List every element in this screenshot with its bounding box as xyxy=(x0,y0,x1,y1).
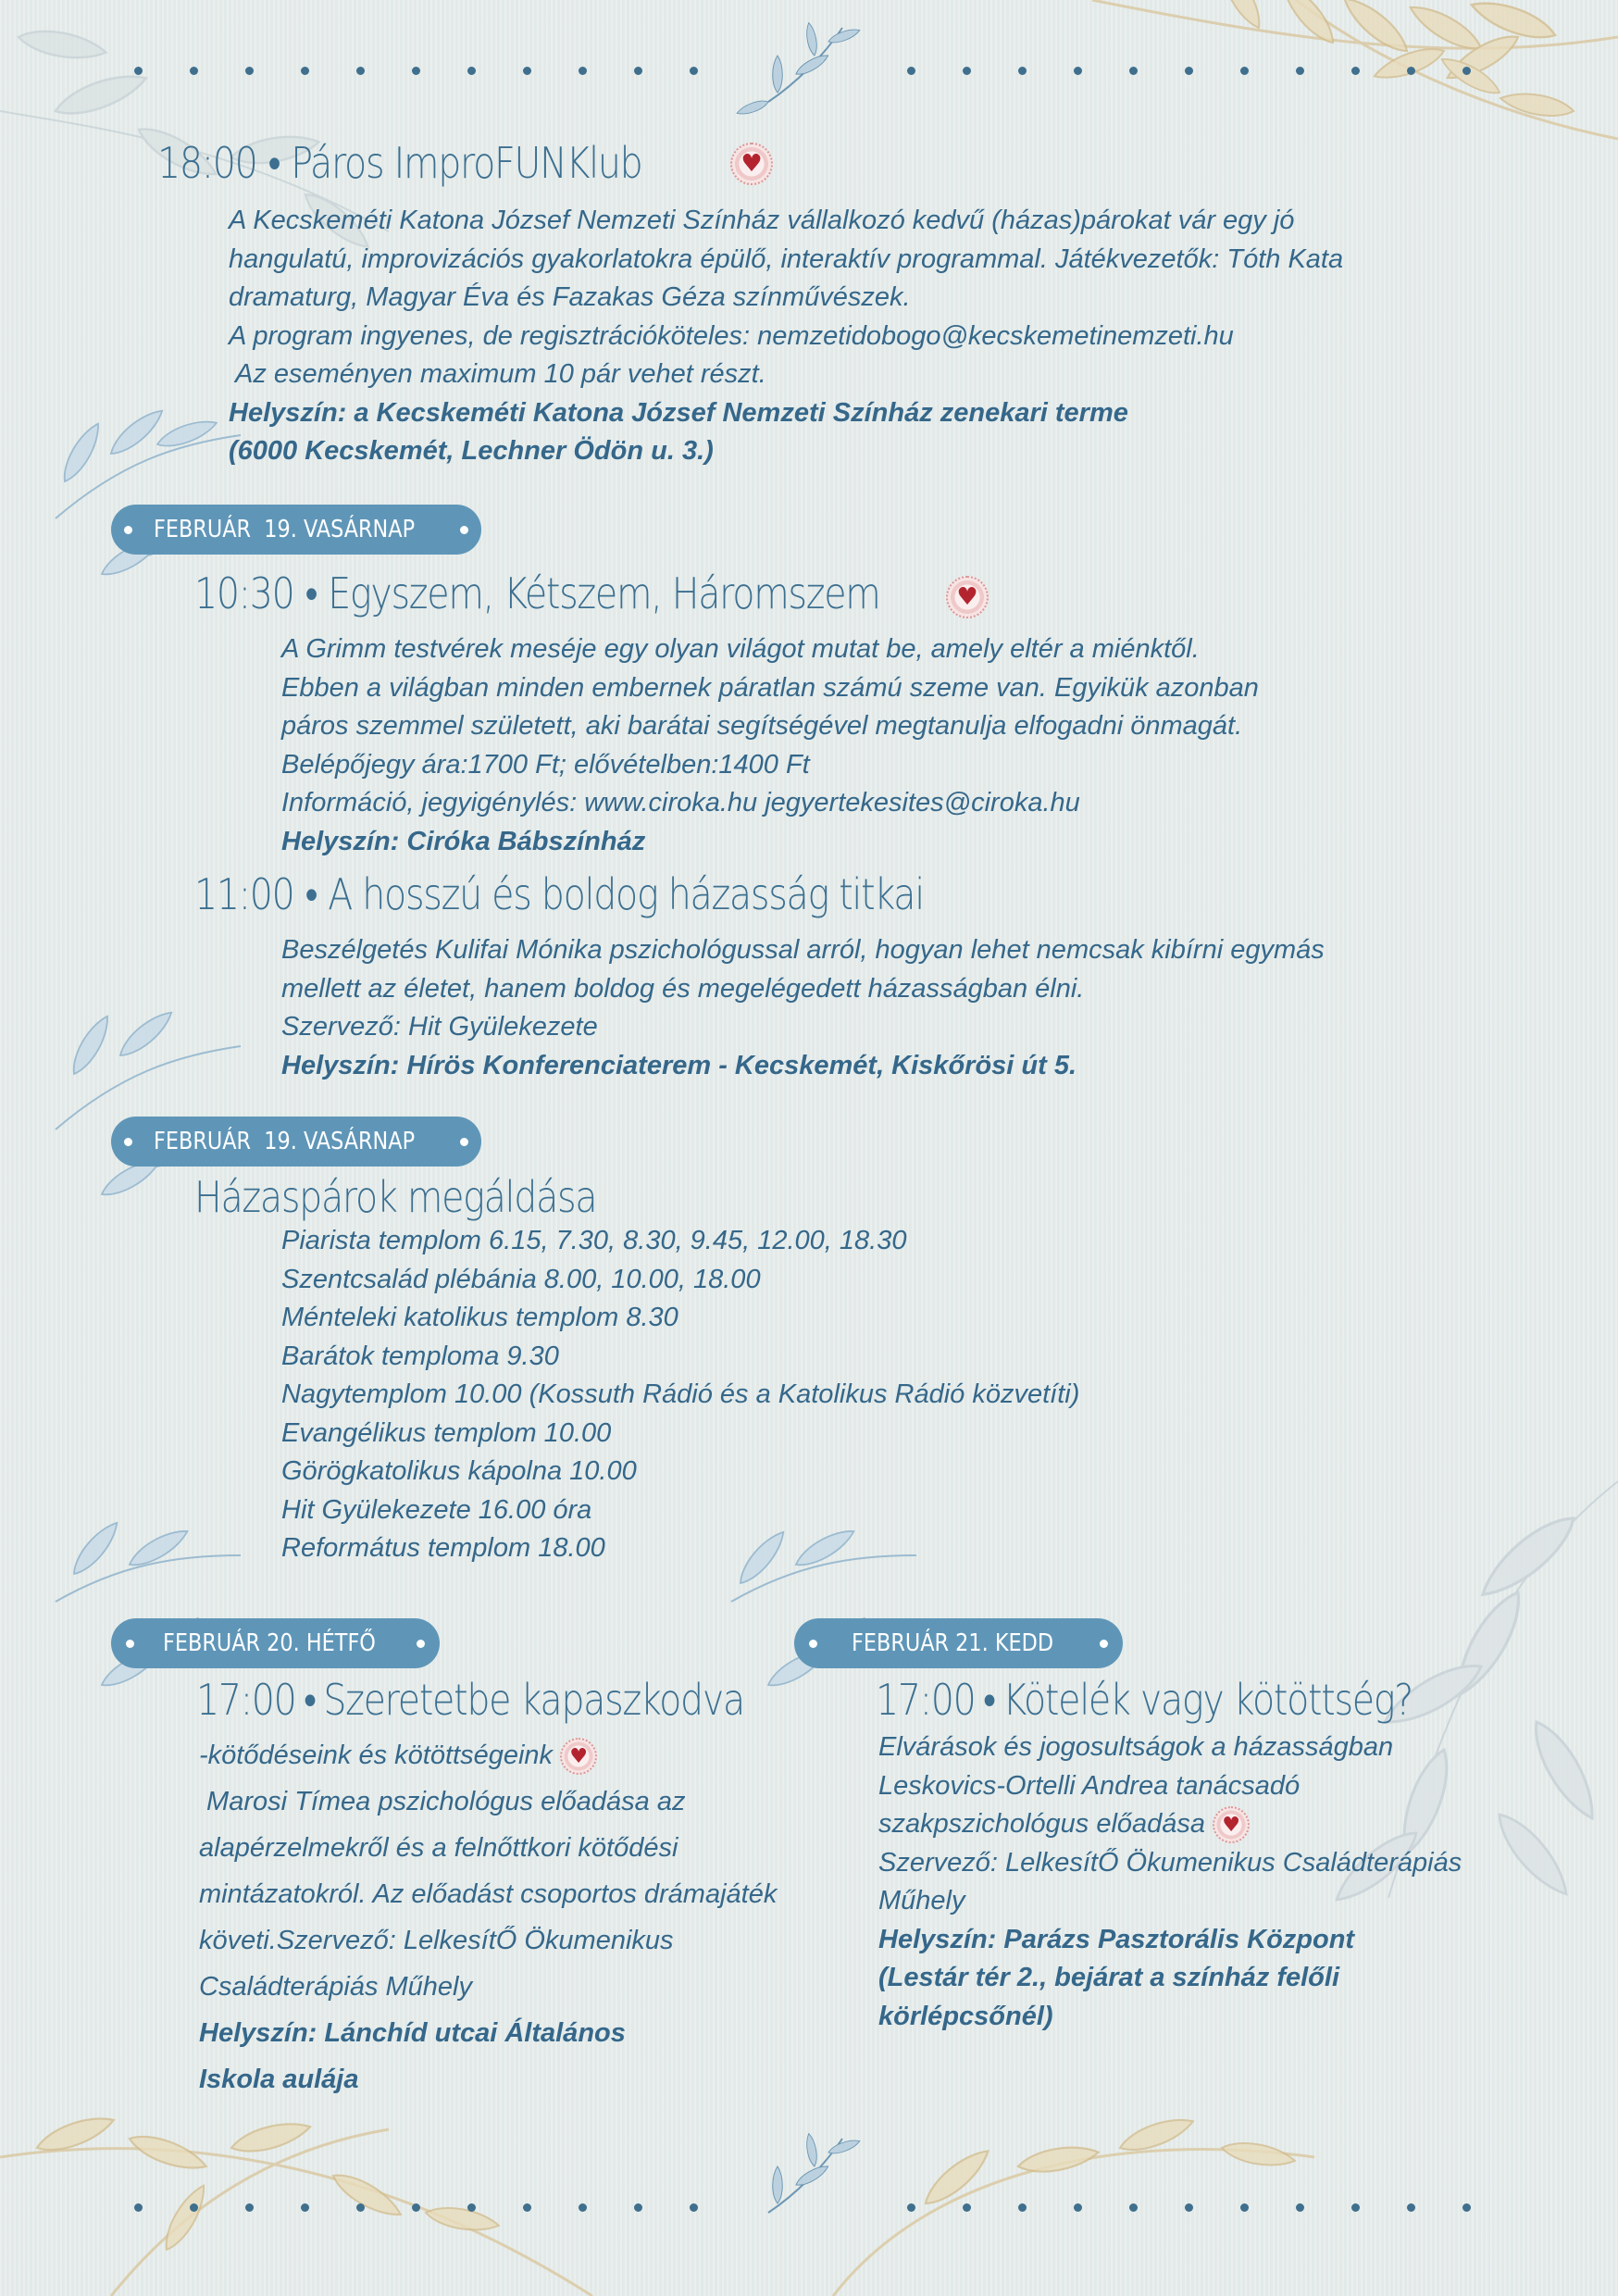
date-pill xyxy=(111,1618,440,1668)
description-line: Családterápiás Műhely xyxy=(199,1972,472,2002)
section-title: Házaspárok megáldása xyxy=(194,1172,597,1222)
list-item: Nagytemplom 10.00 (Kossuth Rádió és a Katolikus Rádió közvetíti) xyxy=(281,1379,1080,1409)
section-heading xyxy=(194,1171,596,1223)
list-item: Ménteleki katolikus templom 8.30 xyxy=(281,1303,678,1332)
subtitle-line: -kötődéseink és kötöttségeink ♥ xyxy=(199,1732,777,1778)
heart-icon: ♥ xyxy=(560,1738,597,1775)
description-line: Az eseményen maximum 10 pár vehet részt. xyxy=(229,359,766,389)
location-line: Helyszín: a Kecskeméti Katona József Nemzeti Színház zenekari terme xyxy=(229,397,1128,428)
list-item: Hit Gyülekezete 16.00 óra xyxy=(281,1494,592,1525)
event-description xyxy=(281,931,1325,1085)
event-heading xyxy=(194,568,880,619)
event-heading xyxy=(196,1674,744,1726)
event-heading xyxy=(194,868,924,920)
description-line: Leskovics-Ortelli Andrea tanácsadó xyxy=(878,1770,1301,1801)
description-line: páros szemmel született, aki barátai segítségével megtanulja elfogadni önmagát. xyxy=(281,711,1243,741)
description-line: Elvárások és jogosultságok a házasságban xyxy=(878,1732,1394,1762)
event-title: Páros ImproFUNKlub xyxy=(291,138,642,188)
description-line: hangulatú, improvizációs gyakorlatokra épülő, interaktív programmal. Játékvezetők: Tóth Kata xyxy=(229,243,1344,274)
bullet-separator: • xyxy=(268,138,280,188)
description-line: Marosi Tímea pszichológus előadása az xyxy=(199,1787,686,1816)
event-heading xyxy=(157,137,641,189)
event-title: Egyszem, Kétszem, Háromszem xyxy=(328,568,880,618)
date-label: FEBRUÁR 19. VASÁRNAP xyxy=(154,1128,416,1155)
event-time: 18:00 xyxy=(157,138,257,188)
list-item: Piarista templom 6.15, 7.30, 8.30, 9.45, 12.00, 18.30 xyxy=(281,1226,907,1255)
list-item: Görögkatolikus kápolna 10.00 xyxy=(281,1456,637,1486)
description-line: Ebben a világban minden embernek páratlan számú szeme van. Egyikük azonban xyxy=(281,672,1259,703)
bullet-separator: • xyxy=(983,1675,995,1725)
heart-icon: ♥ xyxy=(730,143,773,185)
event-description xyxy=(281,630,1259,861)
event-title: Szeretetbe kapaszkodva xyxy=(323,1675,744,1725)
description-line: alapérzelmekről és a felnőttkori kötődési xyxy=(199,1833,678,1863)
location-line: (6000 Kecskemét, Lechner Ödön u. 3.) xyxy=(229,436,714,466)
date-label: FEBRUÁR 21. KEDD xyxy=(852,1629,1054,1657)
description-line: Belépőjegy ára:1700 Ft; elővételben:1400 Ft xyxy=(281,749,810,780)
event-time: 17:00 xyxy=(876,1675,976,1725)
description-line: Beszélgetés Kulifai Mónika pszichológussal arról, hogyan lehet nemcsak kibírni egymás xyxy=(281,935,1325,965)
location-line: (Lestár tér 2., bejárat a színház felőli xyxy=(878,1963,1339,1992)
event-time: 17:00 xyxy=(196,1675,296,1725)
location-line: körlépcsőnél) xyxy=(878,2001,1053,2031)
description-line: követi.Szervező: LelkesítŐ Ökumenikus xyxy=(199,1926,674,1955)
event-description xyxy=(229,202,1343,471)
church-list xyxy=(281,1222,1079,1568)
bullet-separator: • xyxy=(304,1675,316,1725)
top-dot-border xyxy=(0,67,1618,78)
event-title: A hosszú és boldog házasság titkai xyxy=(328,869,924,919)
bottom-dot-border xyxy=(0,2203,1618,2215)
event-time: 11:00 xyxy=(194,869,294,919)
location-line: Helyszín: Lánchíd utcai Általános xyxy=(199,2018,626,2048)
description-line: Információ, jegyigénylés: www.ciroka.hu jegyertekesites@ciroka.hu xyxy=(281,788,1080,817)
date-label: FEBRUÁR 20. HÉTFŐ xyxy=(163,1629,376,1657)
bullet-separator: • xyxy=(305,568,317,618)
event-description xyxy=(199,1732,777,2103)
description-line: Szervező: LelkesítŐ Ökumenikus Családterápiás xyxy=(878,1847,1462,1878)
description-line: mintázatokról. Az előadást csoportos drámajáték xyxy=(199,1879,778,1909)
heart-icon: ♥ xyxy=(1213,1806,1250,1843)
location-line: Helyszín: Parázs Pasztorális Központ xyxy=(878,1924,1355,1954)
description-line: A program ingyenes, de regisztrációköteles: nemzetidobogo@kecskemetinemzeti.hu xyxy=(229,320,1234,351)
description-line: A Kecskeméti Katona József Nemzeti Színház vállalkozó kedvű (házas)párokat vár egy jó xyxy=(229,206,1295,235)
list-item: Barátok temploma 9.30 xyxy=(281,1341,559,1371)
location-line: Iskola aulája xyxy=(199,2065,359,2094)
description-line: dramaturg, Magyar Éva és Fazakas Géza színművészek. xyxy=(229,282,911,312)
event-title: Kötelék vagy kötöttség? xyxy=(1002,1675,1413,1725)
location-line: Helyszín: Hírös Konferenciaterem - Kecskemét, Kiskőrösi út 5. xyxy=(281,1050,1077,1080)
bullet-separator: • xyxy=(305,869,317,919)
description-line: A Grimm testvérek meséje egy olyan világot mutat be, amely eltér a miénktől. xyxy=(281,634,1200,664)
location-line: Helyszín: Ciróka Bábszínház xyxy=(281,826,646,856)
heart-icon: ♥ xyxy=(946,576,989,618)
date-pill xyxy=(111,1117,481,1167)
list-item: Szentcsalád plébánia 8.00, 10.00, 18.00 xyxy=(281,1264,761,1294)
event-heading xyxy=(876,1674,1413,1726)
list-item: Evangélikus templom 10.00 xyxy=(281,1417,612,1448)
event-time: 10:30 xyxy=(194,568,294,618)
date-pill xyxy=(111,505,481,555)
description-line: Műhely xyxy=(878,1886,965,1915)
list-item: Református templom 18.00 xyxy=(281,1533,605,1563)
date-label: FEBRUÁR 19. VASÁRNAP xyxy=(154,516,416,543)
description-line: mellett az életet, hanem boldog és megelégedett házasságban élni. xyxy=(281,973,1085,1004)
description-line: szakpszichológus előadása ♥ xyxy=(878,1805,1462,1844)
event-description xyxy=(878,1728,1462,2036)
description-line: Szervező: Hit Gyülekezete xyxy=(281,1012,598,1042)
date-pill xyxy=(794,1618,1123,1668)
